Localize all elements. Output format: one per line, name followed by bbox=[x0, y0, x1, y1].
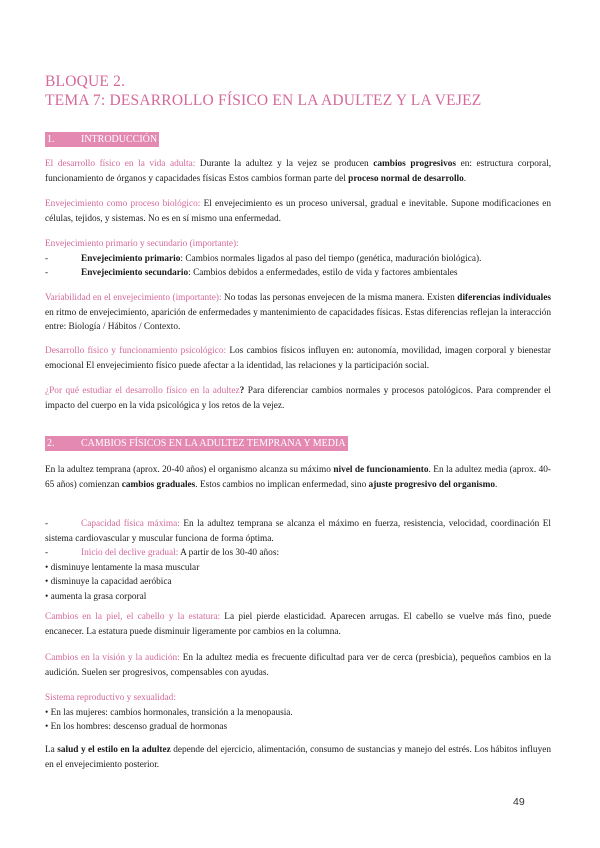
section-title: CAMBIOS FÍSICOS EN LA ADULTEZ TEMPRANA Y MEDIA bbox=[81, 438, 346, 449]
paragraph-lead: Desarrollo físico y funcionamiento psicológico: bbox=[45, 346, 227, 356]
paragraph-variabilidad: Variabilidad en el envejecimiento (importante): No todas las personas envejecen de la misma manera. Existen diferencias individuales en ritmo de envejecimiento, aparición de enfermedades y mantenimiento de capacidades físicas. Estas diferencias reflejan la interacción entre: Biología / Hábitos / Contexto. bbox=[45, 293, 551, 332]
section-heading-introduccion bbox=[45, 132, 159, 147]
paragraph-piel-cabello-estatura: Cambios en la piel, el cabello y la estatura: La piel pierde elasticidad. Aparecen arrugas. El cabello se vuelve más fino, puede encanecer. La estatura puede disminuir ligeramente por cambios en la columna. bbox=[45, 612, 551, 637]
page-number: 49 bbox=[513, 796, 525, 808]
paragraph-adultez-temprana-media: En la adultez temprana (aprox. 20-40 años) el organismo alcanza su máximo nivel de funcionamiento. En la adultez media (aprox. 40-65 años) comienzan cambios graduales. Estos cambios no implican enfermedad, sino ajuste progresivo del organismo. bbox=[45, 465, 551, 490]
paragraph-salud-estilo: La salud y el estilo en la adultez depende del ejercicio, alimentación, consumo de sustancias y manejo del estrés. Los hábitos influyen en el envejecimiento posterior. bbox=[45, 745, 551, 770]
section-number: 2. bbox=[47, 438, 55, 449]
paragraph-funcionamiento-psicologico: Desarrollo físico y funcionamiento psicológico: Los cambios físicos influyen en: autonomía, movilidad, imagen corporal y bienestar emocional El envejecimiento físico puede afectar a la identidad, las relaciones y la participación social. bbox=[45, 346, 551, 371]
topic-title: TEMA 7: DESARROLLO FÍSICO EN LA ADULTEZ Y LA VEJEZ bbox=[45, 92, 482, 109]
paragraph-vision-audicion: Cambios en la visión y la audición: En la adultez media es frecuente dificultad para ver de cerca (presbicia), pequeños cambios en la audición. Suelen ser progresivos, compensables con ayudas. bbox=[45, 653, 551, 678]
list-item: - Envejecimiento secundario: Cambios debidos a enfermedades, estilo de vida y factores ambientales bbox=[45, 268, 458, 278]
list-item: - Envejecimiento primario: Cambios normales ligados al paso del tiempo (genética, maduración biológica). bbox=[45, 253, 482, 264]
paragraph-lead: ¿Por qué estudiar el desarrollo físico en la adultez bbox=[45, 386, 240, 396]
paragraph-lead: Sistema reproductivo y sexualidad: bbox=[45, 693, 176, 703]
list-item: • En los hombres: descenso gradual de hormonas bbox=[45, 722, 228, 732]
paragraph-lead: Envejecimiento primario y secundario (importante): bbox=[45, 239, 239, 249]
section-heading-cambios-fisicos bbox=[45, 436, 348, 451]
section-title: INTRODUCCIÓN bbox=[81, 134, 158, 145]
block-title: BLOQUE 2. bbox=[45, 73, 126, 90]
paragraph-capacidad-fisica: - Capacidad física máxima: En la adultez temprana se alcanza el máximo en fuerza, resistencia, velocidad, coordinación El sistema cardiovascular y muscular funciona de forma óptima. - Inicio del declive gradual: A partir de los 30-40 años: • disminuye lentamente la masa muscular • disminuye la capacidad aeróbica • aumenta la grasa corporal bbox=[45, 517, 551, 604]
paragraph-desarrollo-fisico: El desarrollo físico en la vida adulta: Durante la adultez y la vejez se producen cambios progresivos en: estructura corporal, funcionamiento de órganos y capacidades físicas Estos cambios forman parte del proceso normal de desarrollo. bbox=[45, 159, 552, 184]
paragraph-lead: El desarrollo físico en la vida adulta: bbox=[45, 159, 196, 169]
paragraph-primario-secundario bbox=[45, 237, 551, 281]
list-item: • disminuye la capacidad aeróbica bbox=[45, 577, 172, 587]
list-item: • En las mujeres: cambios hormonales, transición a la menopausia. bbox=[45, 707, 293, 718]
list-item: • aumenta la grasa corporal bbox=[45, 591, 147, 602]
paragraph-lead: Cambios en la visión y la audición: bbox=[45, 653, 180, 663]
paragraph-lead: Capacidad física máxima: bbox=[81, 519, 180, 529]
paragraph-proceso-biologico: Envejecimiento como proceso biológico: El envejecimiento es un proceso universal, gradual e inevitable. Supone modificaciones en células, tejidos, y sistemas. No es en sí mismo una enfermedad. bbox=[45, 199, 551, 224]
paragraph-lead: Inicio del declive gradual: bbox=[81, 548, 179, 558]
paragraph-lead: Variabilidad en el envejecimiento (importante): bbox=[45, 293, 222, 303]
paragraph-lead: Cambios en la piel, el cabello y la estatura: bbox=[45, 612, 221, 622]
paragraph-por-que-estudiar: ¿Por qué estudiar el desarrollo físico en la adultez? Para diferenciar cambios normales y procesos patológicos. Para comprender el impacto del cuerpo en la vida psicológica y los retos de la vejez. bbox=[45, 386, 551, 411]
document-title bbox=[45, 72, 555, 110]
list-item: • disminuye lentamente la masa muscular bbox=[45, 562, 200, 573]
paragraph-sistema-reproductivo bbox=[45, 691, 551, 735]
paragraph-lead: Envejecimiento como proceso biológico: bbox=[45, 199, 201, 209]
section-number: 1. bbox=[47, 134, 55, 145]
